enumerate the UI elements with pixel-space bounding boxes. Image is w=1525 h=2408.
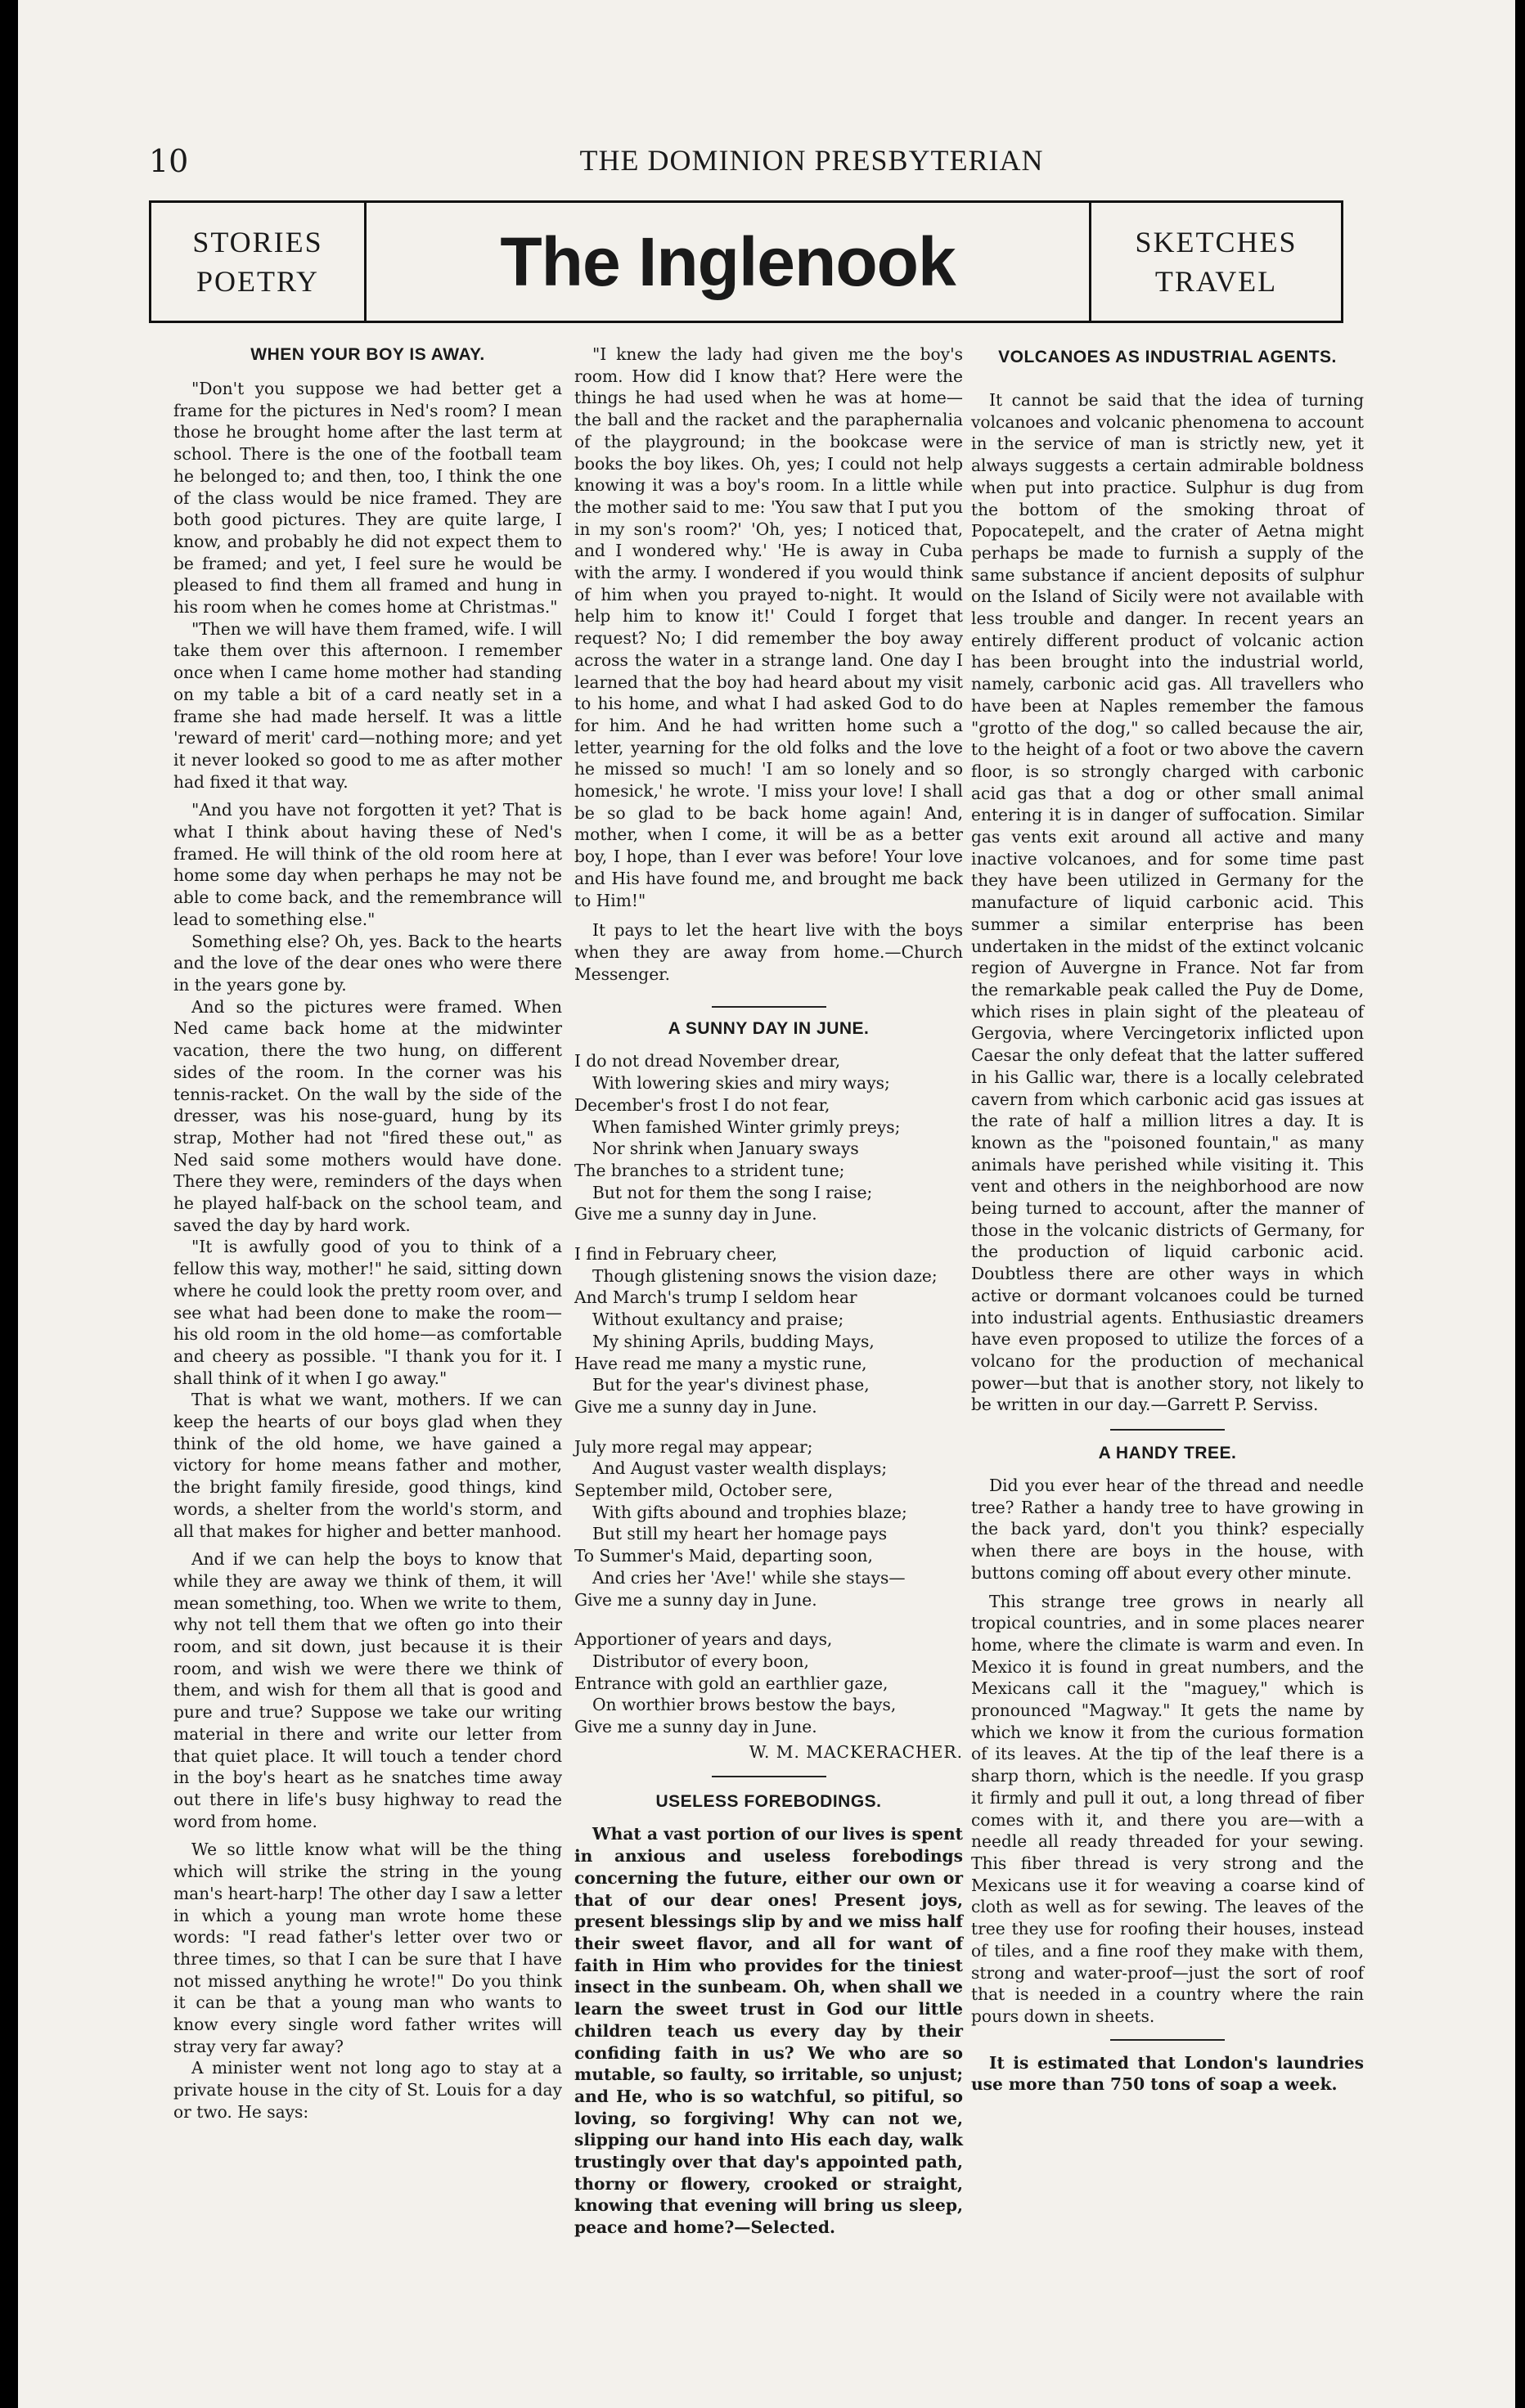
poem-line: With lowering skies and miry ways; (592, 1073, 890, 1094)
section-title: The Inglenook (500, 222, 956, 300)
poem-line: But for the year's divinest phase, (592, 1375, 870, 1395)
poem-line: I do not dread November drear, (574, 1051, 841, 1071)
poem-line: To Summer's Maid, departing soon, (574, 1546, 873, 1566)
article-title: VOLCANOES AS INDUSTRIAL AGENTS. (998, 348, 1337, 366)
column-1 (173, 344, 562, 2123)
article-title: WHEN YOUR BOY IS AWAY. (250, 345, 485, 364)
footnote: It is estimated that London's laundries use more than 750 tons of soap a week. (971, 2052, 1364, 2095)
column-3 (971, 344, 1364, 2096)
article-paragraph: "Don't you suppose we had better get a frame for the pictures in Ned's room? I mean those he brought home after the last term at school. There is the one of the football team he belonged to; and then, too, I think the one of the class would be nice framed. They are both good pictures. They are quite large, I know, and probably he did not expect them to be framed; and yet, I feel sure he would be pleased to find them all framed and hung in his room when he comes home at Christmas." (173, 379, 562, 618)
poem-line: Distributor of every boon, (592, 1651, 809, 1671)
newspaper-title: THE DOMINION PRESBYTERIAN (579, 144, 1044, 177)
banner-right (1089, 203, 1341, 321)
article-title: USELESS FOREBODINGS. (655, 1792, 882, 1812)
poem-line: And March's trump I seldom hear (574, 1287, 857, 1308)
article-paragraph: It cannot be said that the idea of turning volcanoes and volcanic phenomena to account in the service of man is strictly new, yet it always suggests a certain admirable boldness when put into practice. Sulphur is dug from the bottom of the smoking throat of Popocatepelt, and the crater of Aetna might perhaps be made to furnish a supply of the same substance if ancient deposits of sulphur on the Island of Sicily were not available with less trouble and danger. In recent years an entirely different product of volcanic action has been brought into the industrial world, namely, carbonic acid gas. All travellers who have been at Naples remember the famous "grotto of the dog," so called because the air, to the height of a foot or two above the cavern floor, is so strongly charged with carbonic acid gas that a dog or other small animal entering it is in danger of suffocation. Similar gas vents exit around all active and many inactive volcanoes, and for some time past they have been utilized in Germany for the manufacture of liquid carbonic acid. This summer a similar enterprise has been undertaken in the midst of the extinct volcanic region of Auvergne in France. Not far from the remarkable peak called the Puy de Dome, which rises in plain sight of the pleateau of Gergovia, where Vercingetorix inflicted upon Caesar the only defeat that the latter suffered in his Gallic war, there is a locally celebrated cavern from which carbonic acid gas issues at the rate of half a million litres a day. It is known as the "poisoned fountain," as many animals have perished while visiting it. This vent and others in the neighborhood are now being turned to account, after the manner of those in the volcanic districts of Germany, for the production of liquid carbonic acid. Doubtless there are other ways in which active or dormant volcanoes could be turned into industrial agents. Enthusiastic dreamers have even proposed to utilize the forces of a volcano for the production of mechanical power—but that is another story, not likely to be written in our day.—Garrett P. Serviss. (971, 390, 1364, 1415)
poem-line: Give me a sunny day in June. (574, 1396, 817, 1417)
poem-line: July more regal may appear; (574, 1436, 813, 1457)
poem-line: December's frost I do not fear, (574, 1094, 830, 1115)
banner-right-line: TRAVEL (1154, 265, 1278, 298)
article-paragraph: "I knew the lady had given me the boy's room. How did I know that? Here were the things he had used when he was at home—the ball and the racket and the paraphernalia of the playground; in the bookcase were books the boy likes. Oh, yes; I could not help knowing it was a boy's room. In a little while the mother said to me: 'You saw that I put you in my son's room?' 'Oh, yes; I noticed that, and I wondered why.' 'He is away in Cuba with the army. I wondered if you would think of him when you prayed to-night. It would help him to know it!' Could I forget that request? No; I did remember the boy away across the water in a strange land. One day I learned that the boy had heard about my visit to his home, and what I had asked God to do for him. And he had written home such a letter, yearning for the old folks and the love he missed so much! 'I am so lonely and so homesick,' he wrote. 'I miss your love! I shall be so glad to be back home again! And, mother, when I come, it will be as a better boy, I hope, than I ever was before! Your love and His have found me, and brought me back to Him!" (574, 344, 963, 910)
poem-line: September mild, October sere, (574, 1480, 834, 1501)
poem-line: But not for them the song I raise; (592, 1182, 873, 1202)
poem-line: But still my heart her homage pays (592, 1524, 888, 1544)
article-paragraph: "It is awfully good of you to think of a fellow this way, mother!" he said, sitting down where he could look the pretty room over, and see what had been done to make the room—his old room in the old home—as comfortable and cheery as possible. "I thank you for it. I shall think of it when I go away." (173, 1237, 562, 1388)
poem-line: My shining Aprils, budding Mays, (592, 1331, 875, 1351)
article-paragraph: We so little know what will be the thing which will strike the string in the young man's heart-harp! The other day I saw a letter in which a young man wrote home these words: "I read father's letter over two or three times, so that I can be sure that I have not missed anything he wrote!" Do you think it can be that a young man who wants to know every single word father writes will stray very far away? (173, 1840, 562, 2056)
banner-right-line: SKETCHES (1135, 226, 1298, 258)
poem-stanza (574, 1243, 963, 1418)
article-title: A HANDY TREE. (1098, 1444, 1237, 1463)
article-paragraph: "Then we will have them framed, wife. I will take them over this afternoon. I remember once when I came home mother had standing on my table a bit of a card neatly set in a frame she had made herself. It was a little 'reward of merit' card—nothing more; and yet it never looked so good to me as after mother had fixed it that way. (173, 618, 562, 792)
column-2 (574, 344, 963, 2239)
article-paragraph: It pays to let the heart live with the boys when they are away from home.—Church Messenger. (574, 920, 963, 984)
article-paragraph: What a vast portion of our lives is spent in anxious and useless forebodings concerning the future, either our own or that of our dear ones! Present joys, present blessings slip by and we miss half their sweet flavor, and all for want of faith in Him who provides for the tiniest insect in the sunbeam. Oh, when shall we learn the sweet trust in God our little children teach us every day by their confiding faith in us? We who are so mutable, so faulty, so irritable, so unjust; and He, who is so watchful, so pitiful, so loving, so forgiving! Why can not we, slipping our hand into His each day, walk trustingly over that day's appointed path, thorny or flowery, crooked or straight, knowing that evening will bring us sleep, peace and home?—Selected. (574, 1824, 963, 2238)
article-paragraph: And so the pictures were framed. When Ned came back home at the midwinter vacation, there the two hung, on different sides of the room. In the corner was his tennis-racket. On the wall by the side of the dresser, was his nose-guard, hung by its strap, Mother had not "fired these out," as Ned said some mothers would have done. There they were, reminders of the days when he played half-back on the school team, and saved the day by hard work. (173, 996, 562, 1235)
article-paragraph: A minister went not long ago to stay at a private house in the city of St. Louis for a day or two. He says: (173, 2058, 562, 2122)
banner-left-line: STORIES (192, 226, 323, 258)
poem-line: Though glistening snows the vision daze; (592, 1265, 938, 1286)
section-banner (149, 200, 1343, 323)
poem-line: And August vaster wealth displays; (592, 1458, 888, 1479)
poem-stanza (574, 1436, 963, 1611)
poem-line: With gifts abound and trophies blaze; (592, 1502, 907, 1522)
poem-line: Give me a sunny day in June. (574, 1589, 817, 1610)
page-number: 10 (149, 143, 189, 179)
poem-title: A SUNNY DAY IN JUNE. (668, 1019, 870, 1039)
poem-line: Give me a sunny day in June. (574, 1717, 817, 1737)
poem-line: Give me a sunny day in June. (574, 1204, 817, 1224)
poem-line: Entrance with gold an earthlier gaze, (574, 1673, 888, 1693)
poem-line: Have read me many a mystic rune, (574, 1353, 867, 1373)
article-paragraph: "And you have not forgotten it yet? That is what I think about having these of Ned's framed. He will think of the old room here at home some day when perhaps he may not be able to come back, and the remembrance will lead to something else." (173, 800, 562, 929)
article-paragraph: Did you ever hear of the thread and needle tree? Rather a handy tree to have growing in the back yard, don't you think? especially when there are boys in the house, with buttons coming off about every other minute. (971, 1476, 1364, 1583)
poem-line: When famished Winter grimly preys; (592, 1116, 901, 1137)
newspaper-page (18, 0, 1515, 2408)
banner-left (151, 203, 367, 321)
article-paragraph: And if we can help the boys to know that while they are away we think of them, it will mean something, too. When we write to them, why not tell them that we often go into their room, and sit down, just because it is their room, and wish we were there we think of them, and wish for them all that is good and pure and true? Suppose we take our writing material in there and write our letter from that quiet place. It will touch a tender chord in the boy's heart as he snatches time away out there in life's busy highway to read the word from home. (173, 1549, 562, 1831)
poem-author: W. M. MACKERACHER. (749, 1741, 963, 1762)
poem (574, 1050, 963, 1763)
poem-line: The branches to a strident tune; (574, 1160, 845, 1180)
article-paragraph: This strange tree grows in nearly all tropical countries, and in some places nearer home, where the climate is warm and even. In Mexico it is found in great numbers, and the Mexicans call it the "maguey," which is pronounced "Magway." It gets the name by which we know it from the curious formation of its leaves. At the tip of the leaf there is a sharp thorn, which is the needle. If you grasp it firmly and pull it out, a long thread of fiber comes with it, and there you are—with a needle all ready threaded for your sewing. This fiber thread is very strong and the Mexicans use it for weaving a coarse kind of cloth as well as for sewing. The leaves of the tree they use for roofing their houses, instead of tiles, and a fine roof they make with them, strong and water-proof—just the sort of roof that is needed in a country where the rain pours down in sheets. (971, 1591, 1364, 2026)
poem-stanza (574, 1629, 963, 1738)
article-paragraph: Something else? Oh, yes. Back to the hearts and the love of the dear ones who were there in the years gone by. (173, 931, 562, 995)
poem-line: Without exultancy and praise; (592, 1310, 844, 1330)
poem-line: On worthier brows bestow the bays, (592, 1695, 897, 1715)
poem-line: Nor shrink when January sways (592, 1139, 859, 1159)
poem-stanza (574, 1050, 963, 1225)
page-header (149, 143, 1343, 184)
banner-left-line: POETRY (196, 265, 320, 298)
poem-line: I find in February cheer, (574, 1244, 778, 1265)
article-paragraph: That is what we want, mothers. If we can keep the hearts of our boys glad when they think of the old home, we have gained a victory for home means father and mother, the bright family fireside, good things, kind words, a shelter from the world's storm, and all that makes for higher and better manhood. (173, 1390, 562, 1541)
poem-line: Apportioner of years and days, (574, 1629, 833, 1650)
poem-line: And cries her 'Ave!' while she stays— (592, 1567, 906, 1588)
